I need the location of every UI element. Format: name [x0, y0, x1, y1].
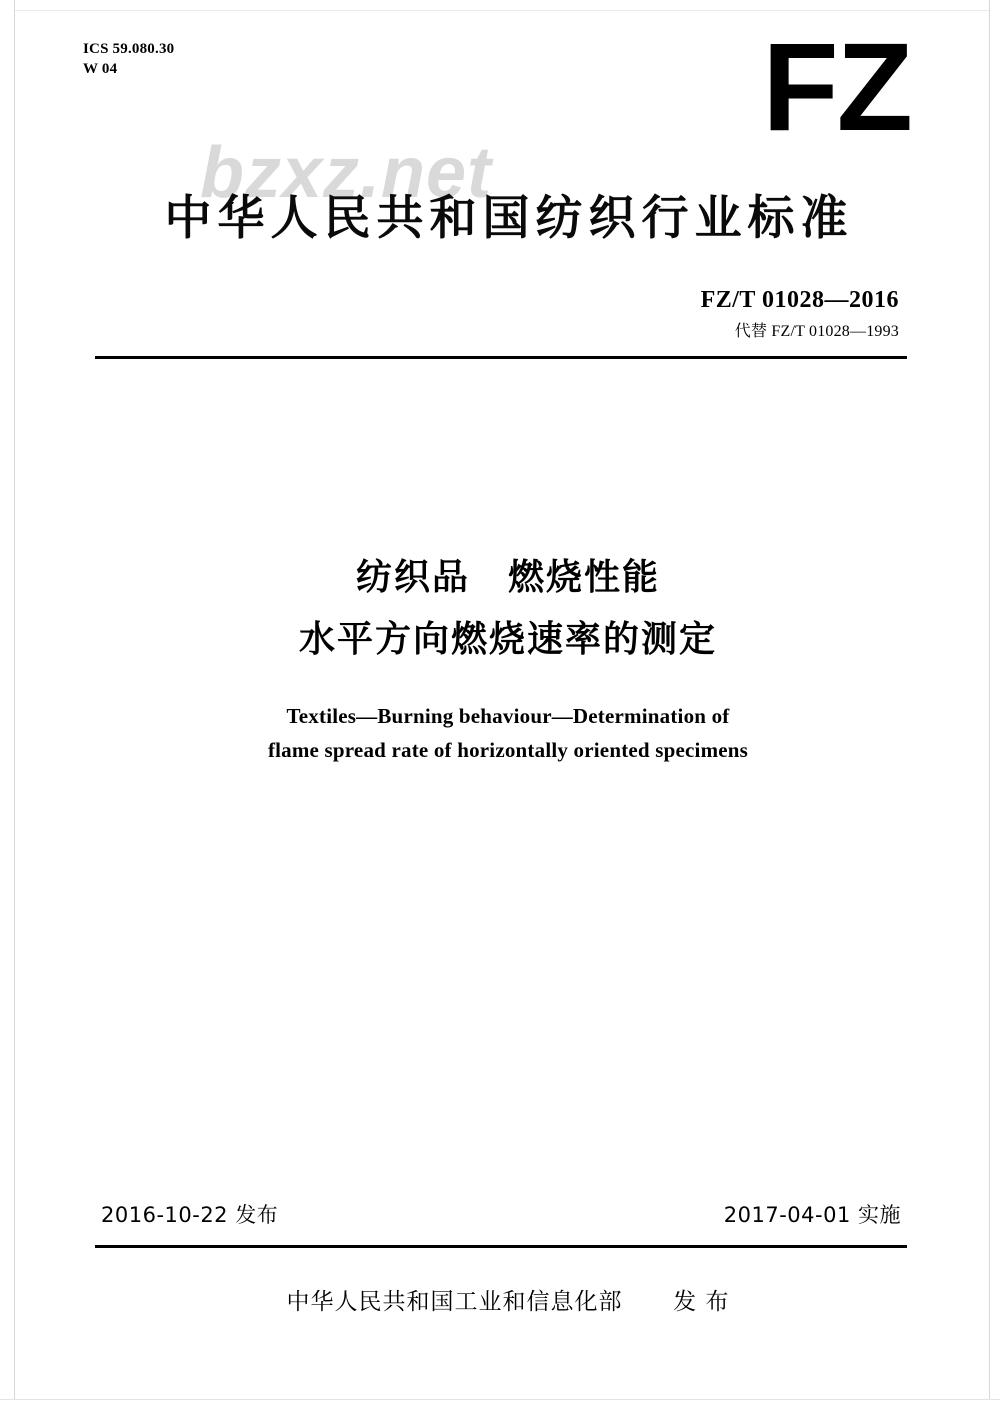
ics-code: ICS 59.080.30 [83, 41, 175, 57]
page-edge-left [0, 0, 15, 1418]
implementation-date: 2017-04-01 实施 [723, 1203, 901, 1227]
date-row [101, 1199, 901, 1229]
page-sheet [15, 11, 989, 1399]
page-edge-top [0, 0, 1000, 11]
title-english-line-1: Textiles—Burning behaviour—Determination of [286, 704, 730, 728]
issue-date: 2016-10-22 发布 [101, 1203, 279, 1227]
fz-logo: FZ [762, 18, 911, 157]
ccs-code: W 04 [83, 61, 118, 77]
title-chinese-line-2: 水平方向燃烧速率的测定 [298, 619, 717, 660]
document-title-english [15, 699, 989, 767]
document-title-chinese [15, 547, 989, 671]
publisher-line [15, 1283, 989, 1316]
ics-classification-block [83, 39, 174, 79]
publisher-name: 中华人民共和国工业和信息化部 [286, 1289, 623, 1315]
standard-replaces: 代替 FZ/T 01028—1993 [734, 323, 899, 340]
page-edge-bottom [0, 1399, 1000, 1418]
divider-top [95, 356, 907, 359]
publisher-suffix: 发 布 [673, 1289, 730, 1315]
title-chinese-line-1: 纺织品 燃烧性能 [355, 557, 660, 598]
standard-number-block [701, 287, 899, 341]
page-edge-right [989, 0, 1000, 1418]
divider-bottom [95, 1245, 907, 1248]
organization-title: 中华人民共和国纺织行业标准 [164, 191, 854, 246]
watermark-text: bzxz.net [200, 133, 493, 213]
title-english-line-2: flame spread rate of horizontally oriented specimens [267, 738, 749, 762]
standard-number: FZ/T 01028—2016 [700, 287, 899, 313]
